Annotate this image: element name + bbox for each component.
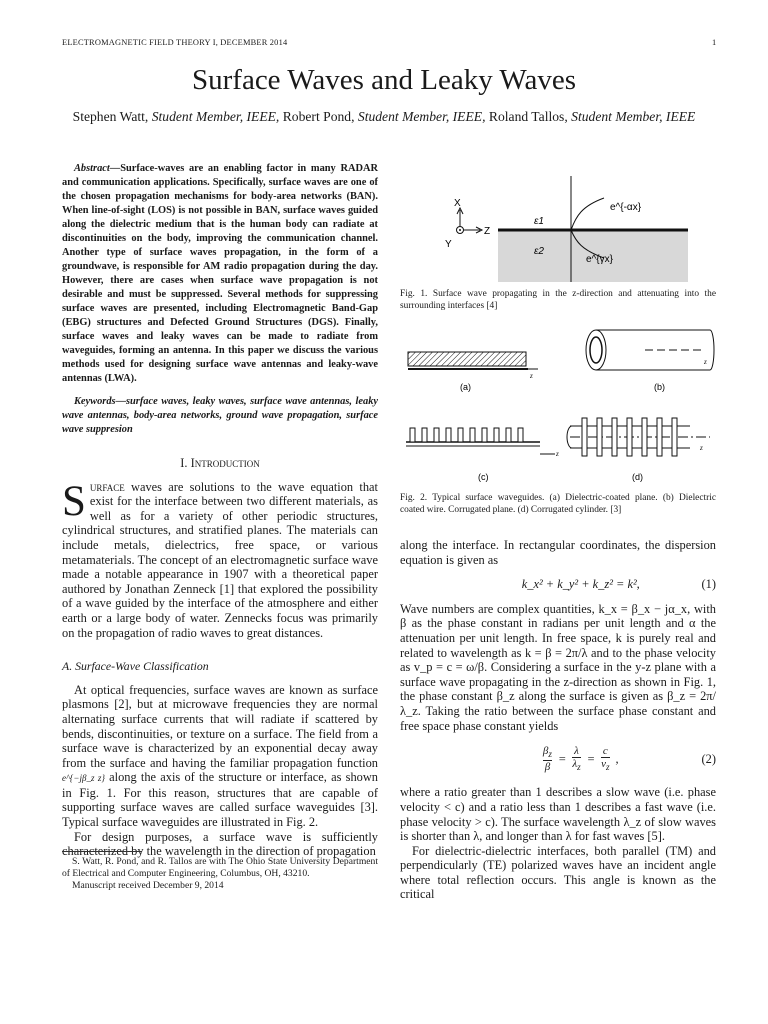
svg-text:z: z: [704, 358, 707, 366]
label-b: (b): [654, 382, 665, 392]
paper-title: Surface Waves and Leaky Waves: [192, 64, 576, 96]
right-column: [400, 538, 716, 902]
waveguide-a: [408, 352, 538, 392]
footnote: [62, 856, 378, 891]
paragraph: Wave numbers are complex quantities, k_x = β_x − jα_x, with β as the phase constant in radians per unit length and α the attenuation per unit length. In free space, k is purely real and related to wavelength as k = β = 2π/λ and to the phase velocity as v_p = c = ω/β. Considering a surface in the y-z plane with a surface wave propagating in the z-direction as shown in Fig. 1, the phase constant β_z along the surface is given as β_z = 2π/λ_z. Taking the ratio between the surface phase constant and free space phase constant yields: [400, 601, 716, 733]
eps2-label: ε2: [534, 246, 544, 257]
paragraph: At optical frequencies, surface waves are known as surface plasmons [2], but at microwave frequencies they are normal alternating surface currents that will radiate if scattered by bends, discontinuities, or texture on a surface. The field from a surface wave is characterized by an exponential decay away from the surface and having the familiar propagation function e^{−jβ_z z} along the axis of the structure or interface, as shown in Fig. 1. For this reason, structures that are capable of supporting surface waves are called surface waveguides [3]. Typical surface waveguides are illustrated in Fig. 2.: [62, 682, 378, 830]
intro-lead: urface: [89, 479, 125, 494]
author-line: [0, 109, 768, 125]
author-name: Stephen Watt,: [72, 109, 149, 124]
keywords-label: Keywords: [74, 396, 116, 407]
figure-1-diagram: [430, 172, 690, 284]
paragraph: along the interface. In rectangular coordinates, the dispersion equation is given as: [400, 538, 716, 567]
label-c: (c): [478, 472, 489, 482]
footnote-received: Manuscript received December 9, 2014: [72, 879, 224, 891]
label-d: (d): [632, 472, 643, 482]
equation-2-body: $\frac{\beta_z}{\beta}$ = $\frac{\lambda}{\lambda_z}$ = $\frac{c}{v_z}$ ,: [542, 745, 619, 774]
equation-1: [400, 577, 716, 592]
eps1-label: ε1: [534, 216, 544, 227]
author-name: Robert Pond,: [282, 109, 355, 124]
author-role: Student Member, IEEE,: [357, 109, 486, 124]
figure-2-diagram: [400, 322, 716, 492]
author-name: Roland Tallos,: [488, 109, 568, 124]
upper-decay-curve: [571, 198, 604, 230]
section-heading: I. Introduction: [180, 456, 260, 470]
page-number: 1: [712, 38, 717, 47]
abstract: [62, 162, 378, 386]
equation-1-number: (1): [701, 577, 716, 592]
left-column: [62, 162, 378, 859]
abstract-label: Abstract: [74, 163, 110, 174]
figure-1-caption: Fig. 1. Surface wave propagating in the z-direction and attenuating into the surrounding interfaces [4]: [400, 289, 716, 311]
paragraph: For dielectric-dielectric interfaces, both parallel (TM) and perpendicularly (TE) polarized waves have an incident angle where total reflection occurs. This angle is known as the critical: [400, 843, 716, 902]
label-a: (a): [460, 382, 471, 392]
waveguide-d: [567, 418, 710, 482]
svg-text:z: z: [556, 450, 559, 458]
paragraph: where a ratio greater than 1 describes a slow wave (i.e. phase velocity < c) and a ratio less than 1 describes a fast wave (i.e. phase velocity > c). The surface wavelength λ_z of slow waves is shorter than λ, and longer than λ for fast waves [5].: [400, 785, 716, 844]
drop-cap: S: [62, 477, 86, 525]
intro-text: waves are solutions to the wave equation that exist for the interface between two different materials, as well as for a variety of other periodic structures, cylindrical structures, and stratified planes. The materials can include metals, dielectrics, free space, or various metamaterials. The concept of an electromagnetic surface wave made a notable appearance in 1907 with a theoretical paper authored by Jonathan Zenneck [1] that explored the possibility of a wave guided by the interface of the atmosphere and either earth or a large body of water. Zennecks focus was primarily on the propagation of radio waves to great distances.: [62, 479, 378, 640]
subsection-heading: A. Surface-Wave Classification: [62, 659, 209, 674]
inline-math: e^{−jβ_z z}: [62, 773, 105, 784]
equation-1-body: k_x² + k_y² + k_z² = k²,: [521, 577, 640, 592]
y-label: Y: [445, 239, 452, 250]
footnote-affiliation: S. Watt, R. Pond, and R. Tallos are with The Ohio State University Department of Electrical and Computer Engineering, Columbus, OH, 43210.: [62, 856, 378, 879]
keywords-text: —surface waves, leaky waves, surface wave antennas, leaky wave antennas, body-area networks, ground wave propagation, surface wave suppresion: [62, 396, 378, 435]
waveguide-b: [586, 330, 714, 392]
equation-2: [400, 745, 716, 773]
waveguide-c: [406, 428, 559, 482]
abstract-text: —Surface-waves are an enabling factor in many RADAR and communication applications. Specifically, surface waves are one of the chosen propagation mechanisms for body-area networks (BAN). When line-of-sight (LOS) is not possible in BAN, surface waves guided along the dielectric medium that is the human body can radiate at discontinuities on the body, improving the communication channel. Another type of surface waves propagation, in the form of a groundwave, is responsible for AM radio propagation during the day. However, there are cases when surface wave propagation is not desirable and must be suppressed. Several methods for suppressing surface waves are presented, including Electromagnetic Band-Gap (EBG) structures and Defected Ground Structures (DGS). Finally, surface waves and leaky waves can be made to radiate from waveguides, forming an antenna. In this paper we discuss the various methods used for designing surface wave antennas and leaky-wave antennas (LWA).: [62, 163, 378, 384]
svg-text:z: z: [530, 372, 533, 380]
paragraph: For design purposes, a surface wave is sufficiently characterized by the wavelength in the direction of propagation: [62, 829, 378, 859]
footnote-rule: [62, 851, 142, 852]
author-role: Student Member, IEEE,: [151, 109, 280, 124]
coated-plane-layer: [408, 352, 526, 366]
x-label: X: [454, 198, 461, 209]
author-role: Student Member, IEEE: [571, 109, 696, 124]
z-label: Z: [484, 226, 491, 237]
intro-paragraph: [62, 477, 378, 641]
equation-2-number: (2): [701, 751, 716, 766]
svg-text:z: z: [700, 444, 703, 452]
lower-decay-label: e^{γx}: [586, 254, 613, 265]
figure-2-caption: Fig. 2. Typical surface waveguides. (a) Dielectric-coated plane. (b) Dielectric coated wire. Corrugated plane. (d) Corrugated cylinder. [3]: [400, 493, 716, 515]
upper-decay-label: e^{-αx}: [610, 202, 642, 213]
running-header: ELECTROMAGNETIC FIELD THEORY I, DECEMBER 2014: [62, 38, 288, 47]
keywords: [62, 395, 378, 437]
